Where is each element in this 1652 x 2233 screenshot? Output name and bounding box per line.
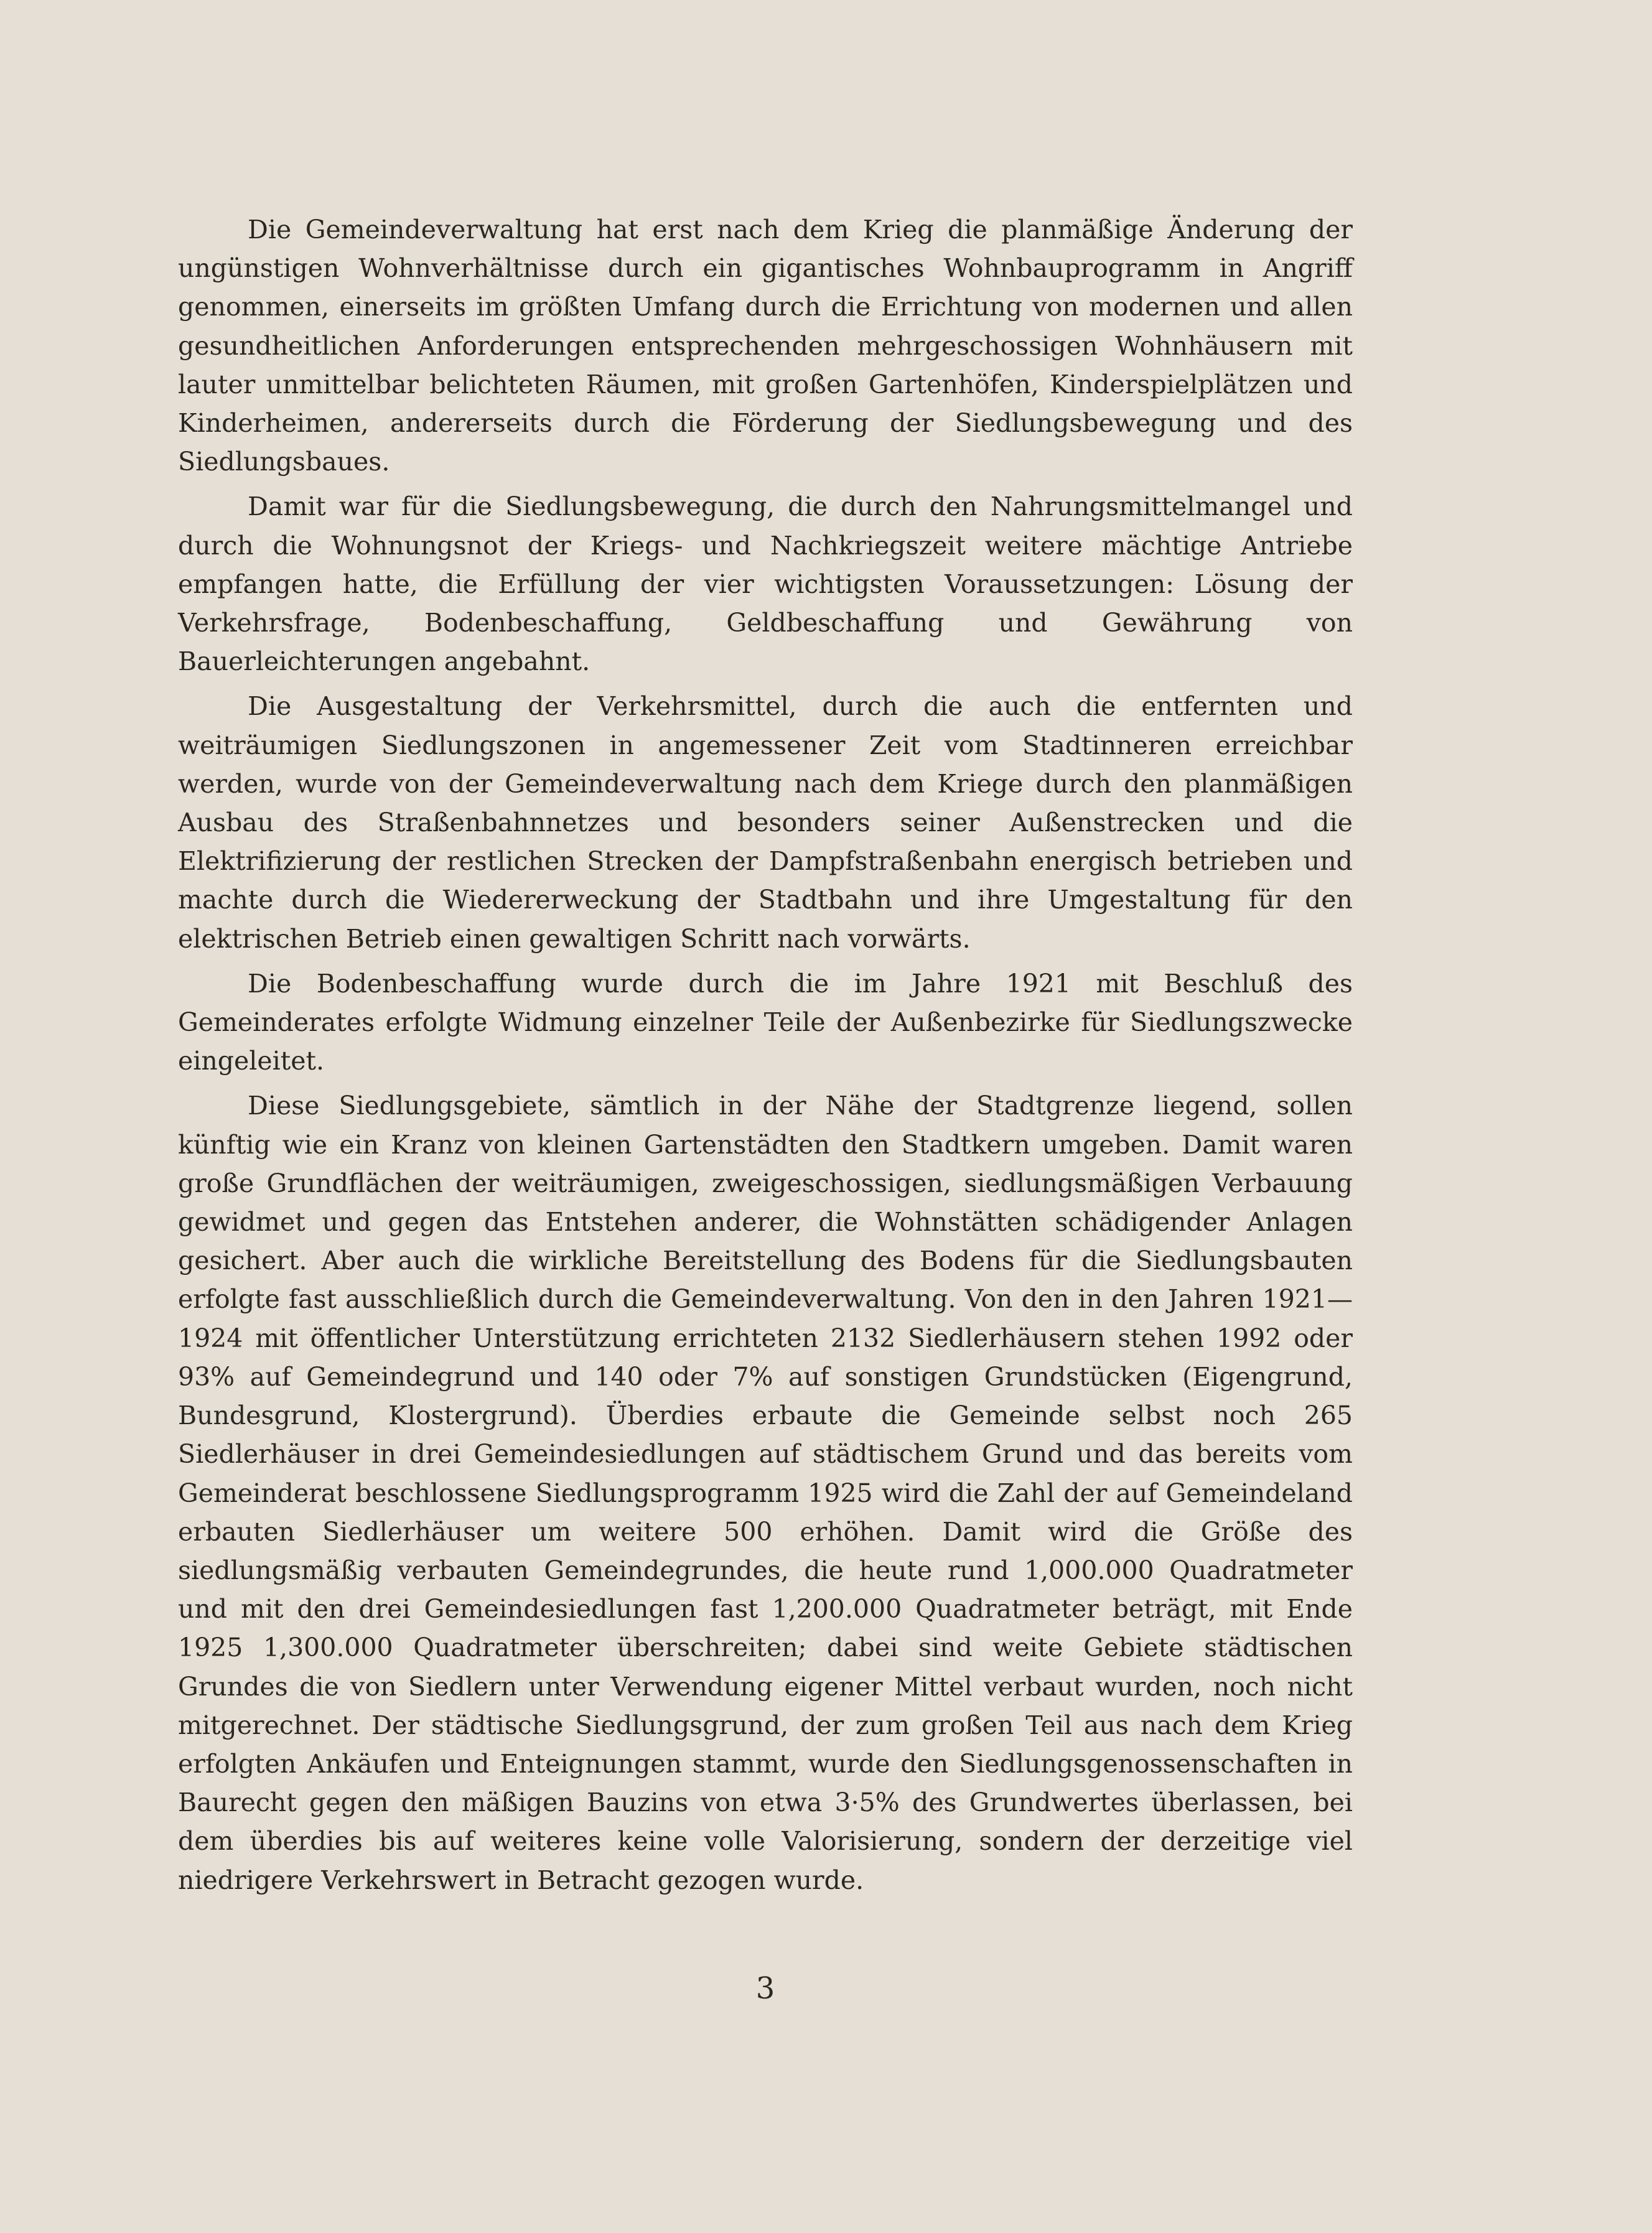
paragraph-siedlungsbewegung: Damit war für die Siedlungsbewegung, die durch den Nahrungsmittelmangel und durch die Wohnungsnot der Kriegs- und Nachkriegszeit weitere mächtige Antriebe empfangen hatte, die Erfüllung der vier wichtigsten Voraussetzungen: Lösung der Verkehrsfrage, Bodenbeschaffung, Geldbeschaffung und Gewährung von Bauerleichterungen angebahnt. [178,492,1353,677]
paragraph-verkehrsmittel: Die Ausgestaltung der Verkehrsmittel, durch die auch die entfernten und weiträumigen Siedlungszonen in angemessener Zeit vom Stadtinneren erreichbar werden, wurde von der Gemeindeverwaltung nach dem Kriege durch den planmäßigen Ausbau des Straßenbahnnetzes und besonders seiner Außenstrecken und die Elektrifizierung der restlichen Strecken der Dampfstraßenbahn energisch betrieben und machte durch die Wiedererweckung der Stadtbahn und ihre Umgestaltung für den elektrischen Betrieb einen gewaltigen Schritt nach vorwärts. [178,691,1353,954]
paragraph-siedlungsgebiete: Diese Siedlungsgebiete, sämtlich in der Nähe der Stadtgrenze liegend, sollen künftig wie ein Kranz von kleinen Gartenstädten den Stadtkern umgeben. Damit waren große Grundflächen der weiträumigen, zweigeschossigen, siedlungsmäßigen Verbauung gewidmet und gegen das Entstehen anderer, die Wohnstätten schädigender Anlagen gesichert. Aber auch die wirkliche Bereitstellung des Bodens für die Siedlungsbauten erfolgte fast ausschließlich durch die Gemeindeverwaltung. Von den in den Jahren 1921—1924 mit öffentlicher Unterstützung errichteten 2132 Siedlerhäusern stehen 1992 oder 93% auf Gemeindegrund und 140 oder 7% auf sonstigen Grundstücken (Eigengrund, Bundesgrund, Klostergrund). Überdies erbaute die Gemeinde selbst noch 265 Siedlerhäuser in drei Gemeindesiedlungen auf städtischem Grund und das bereits vom Gemeinderat beschlossene Siedlungsprogramm 1925 wird die Zahl der auf Gemeindeland erbauten Siedlerhäuser um weitere 500 erhöhen. Damit wird die Größe des siedlungsmäßig verbauten Gemeindegrundes, die heute rund 1,000.000 Quadratmeter und mit den drei Gemeindesiedlungen fast 1,200.000 Quadratmeter beträgt, mit Ende 1925 1,300.000 Quadratmeter überschreiten; dabei sind weite Gebiete städtischen Grundes die von Siedlern unter Verwendung eigener Mittel verbaut wurden, noch nicht mitgerechnet. Der städtische Siedlungsgrund, der zum großen Teil aus nach dem Krieg erfolgten Ankäufen und Enteignungen stammt, wurde den Siedlungsgenossenschaften in Baurecht gegen den mäßigen Bauzins von etwa 3·5% des Grundwertes überlassen, bei dem überdies bis auf weiteres keine volle Valorisierung, sondern der derzeitige viel niedrigere Verkehrswert in Betracht gezogen wurde. [178,1091,1353,1895]
page-number: 3 [755,1971,775,2006]
paragraph-gemeindeverwaltung: Die Gemeindeverwaltung hat erst nach dem Krieg die planmäßige Änderung der ungünstigen Wohnverhältnisse durch ein gigantisches Wohnbauprogramm in Angriff genommen, einerseits im größten Umfang durch die Errichtung von modernen und allen gesundheitlichen Anforderungen entsprechenden mehrgeschossigen Wohnhäusern mit lauter unmittelbar belichteten Räumen, mit großen Gartenhöfen, Kinderspielplätzen und Kinderheimen, andererseits durch die Förderung der Siedlungsbewegung und des Siedlungsbaues. [178,215,1353,477]
body-text [178,210,1353,1900]
paragraph-bodenbeschaffung: Die Bodenbeschaffung wurde durch die im Jahre 1921 mit Beschluß des Gemeinderates erfolgte Widmung einzelner Teile der Außenbezirke für Siedlungszwecke eingeleitet. [178,968,1353,1076]
